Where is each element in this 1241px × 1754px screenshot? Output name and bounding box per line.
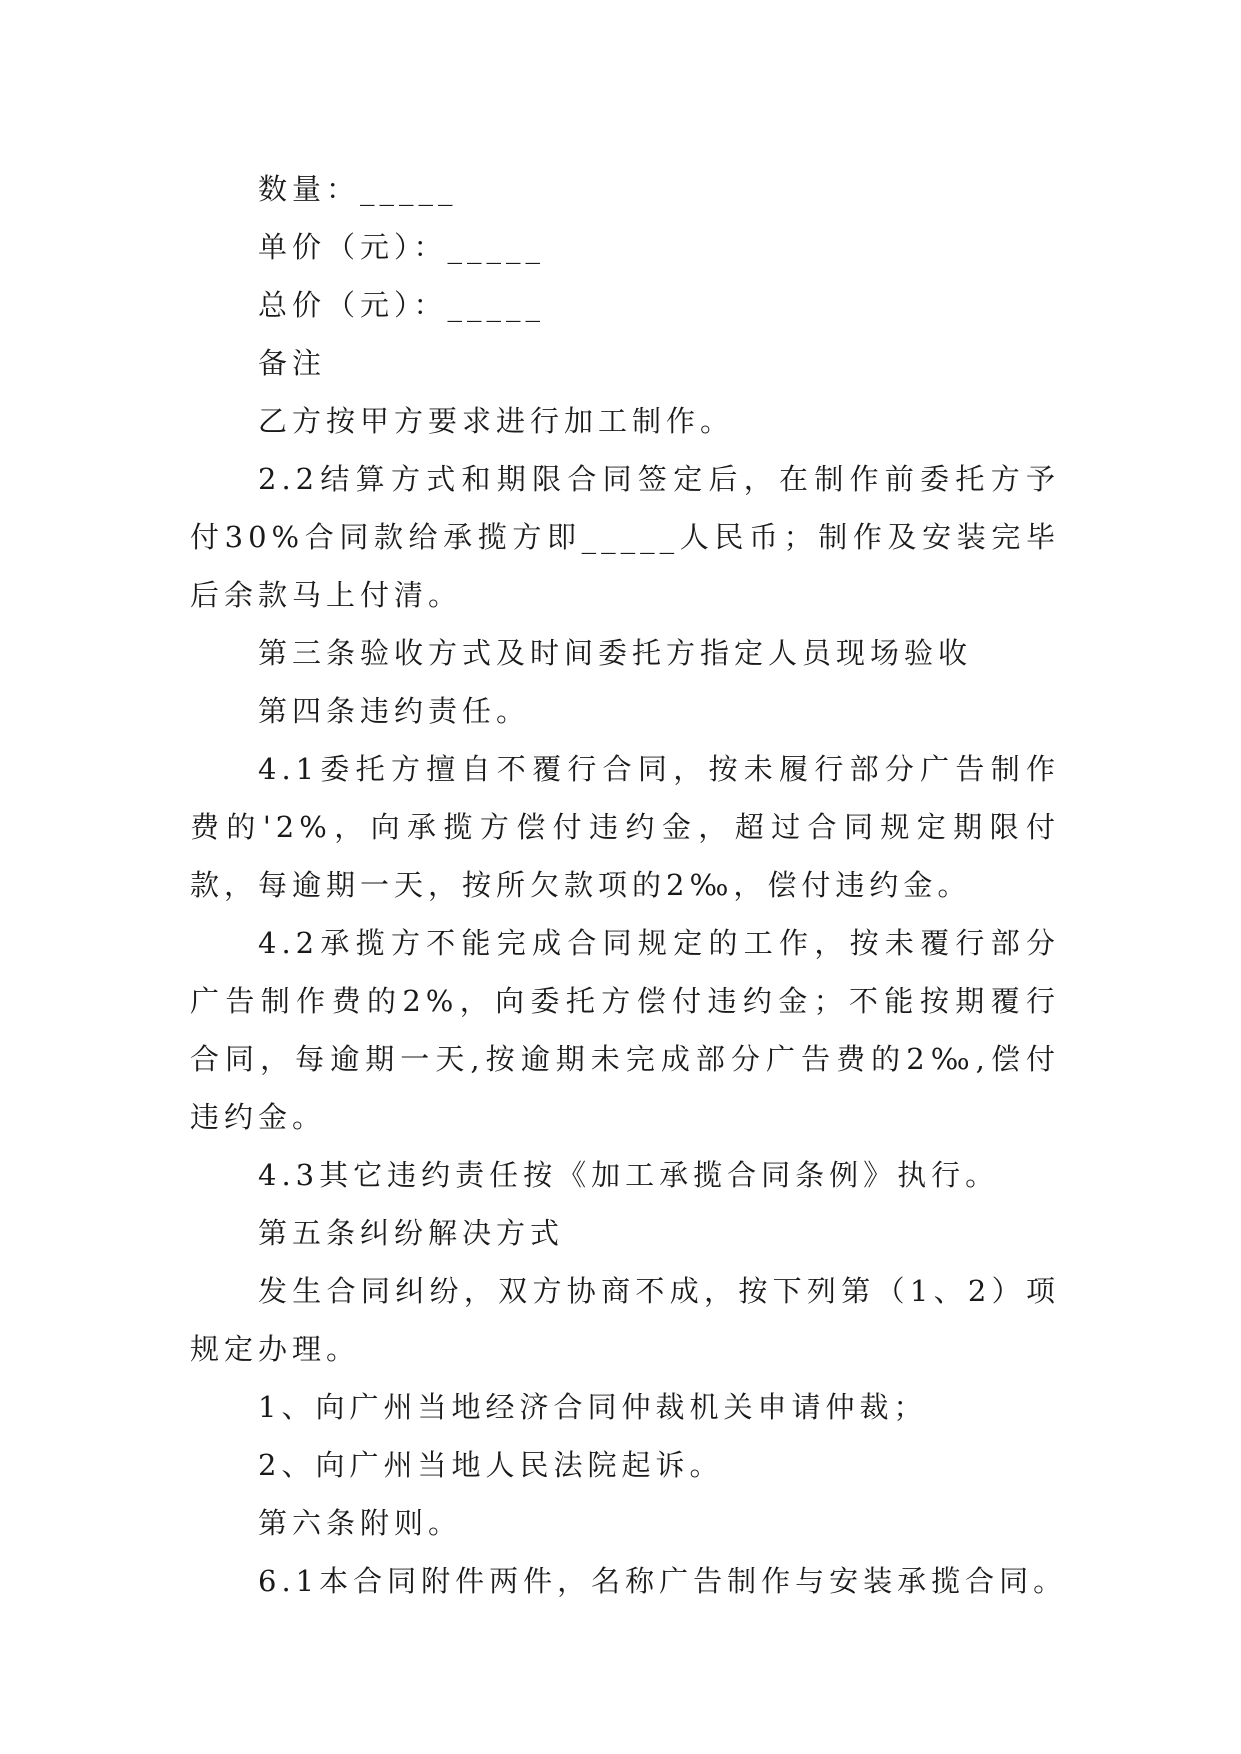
remarks-line: 备注: [258, 346, 327, 380]
quantity-line: 数量：_____: [258, 172, 458, 206]
article-5-heading: 第五条纠纷解决方式: [258, 1216, 565, 1250]
total-price-line: 总价（元）：_____: [258, 288, 546, 322]
clause-6-1: 6.1本合同附件两件，名称广告制作与安装承揽合同。: [258, 1564, 1068, 1598]
clause-4-3: 4.3其它违约责任按《加工承揽合同条例》执行。: [258, 1158, 1000, 1192]
clause-4-1: 4.1委托方擅自不覆行合同，按未履行部分广告制作费的'2%，向承揽方偿付违约金，超过合同规定期限付款，每逾期一天，按所欠款项的2‰，偿付违约金。: [190, 752, 1060, 902]
article-3-heading: 第三条验收方式及时间委托方指定人员现场验收: [258, 636, 973, 670]
dispute-option-1: 1、向广州当地经济合同仲裁机关申请仲裁；: [258, 1390, 928, 1424]
dispute-option-2: 2、向广州当地人民法院起诉。: [258, 1448, 724, 1482]
document-page: [190, 160, 1068, 1610]
dispute-paragraph: 发生合同纠纷，双方协商不成，按下列第（1、2）项规定办理。: [190, 1274, 1060, 1366]
unit-price-line: 单价（元）：_____: [258, 230, 546, 264]
clause-2-2: 2.2结算方式和期限合同签定后，在制作前委托方予付30%合同款给承揽方即_____人民币；制作及安装完毕后余款马上付清。: [190, 462, 1060, 612]
article-4-heading: 第四条违约责任。: [258, 694, 531, 728]
processing-line: 乙方按甲方要求进行加工制作。: [258, 404, 735, 438]
clause-4-2: 4.2承揽方不能完成合同规定的工作，按未覆行部分广告制作费的2%，向委托方偿付违约金；不能按期覆行合同，每逾期一天,按逾期未完成部分广告费的2‰,偿付违约金。: [190, 926, 1060, 1134]
article-6-heading: 第六条附则。: [258, 1506, 463, 1540]
